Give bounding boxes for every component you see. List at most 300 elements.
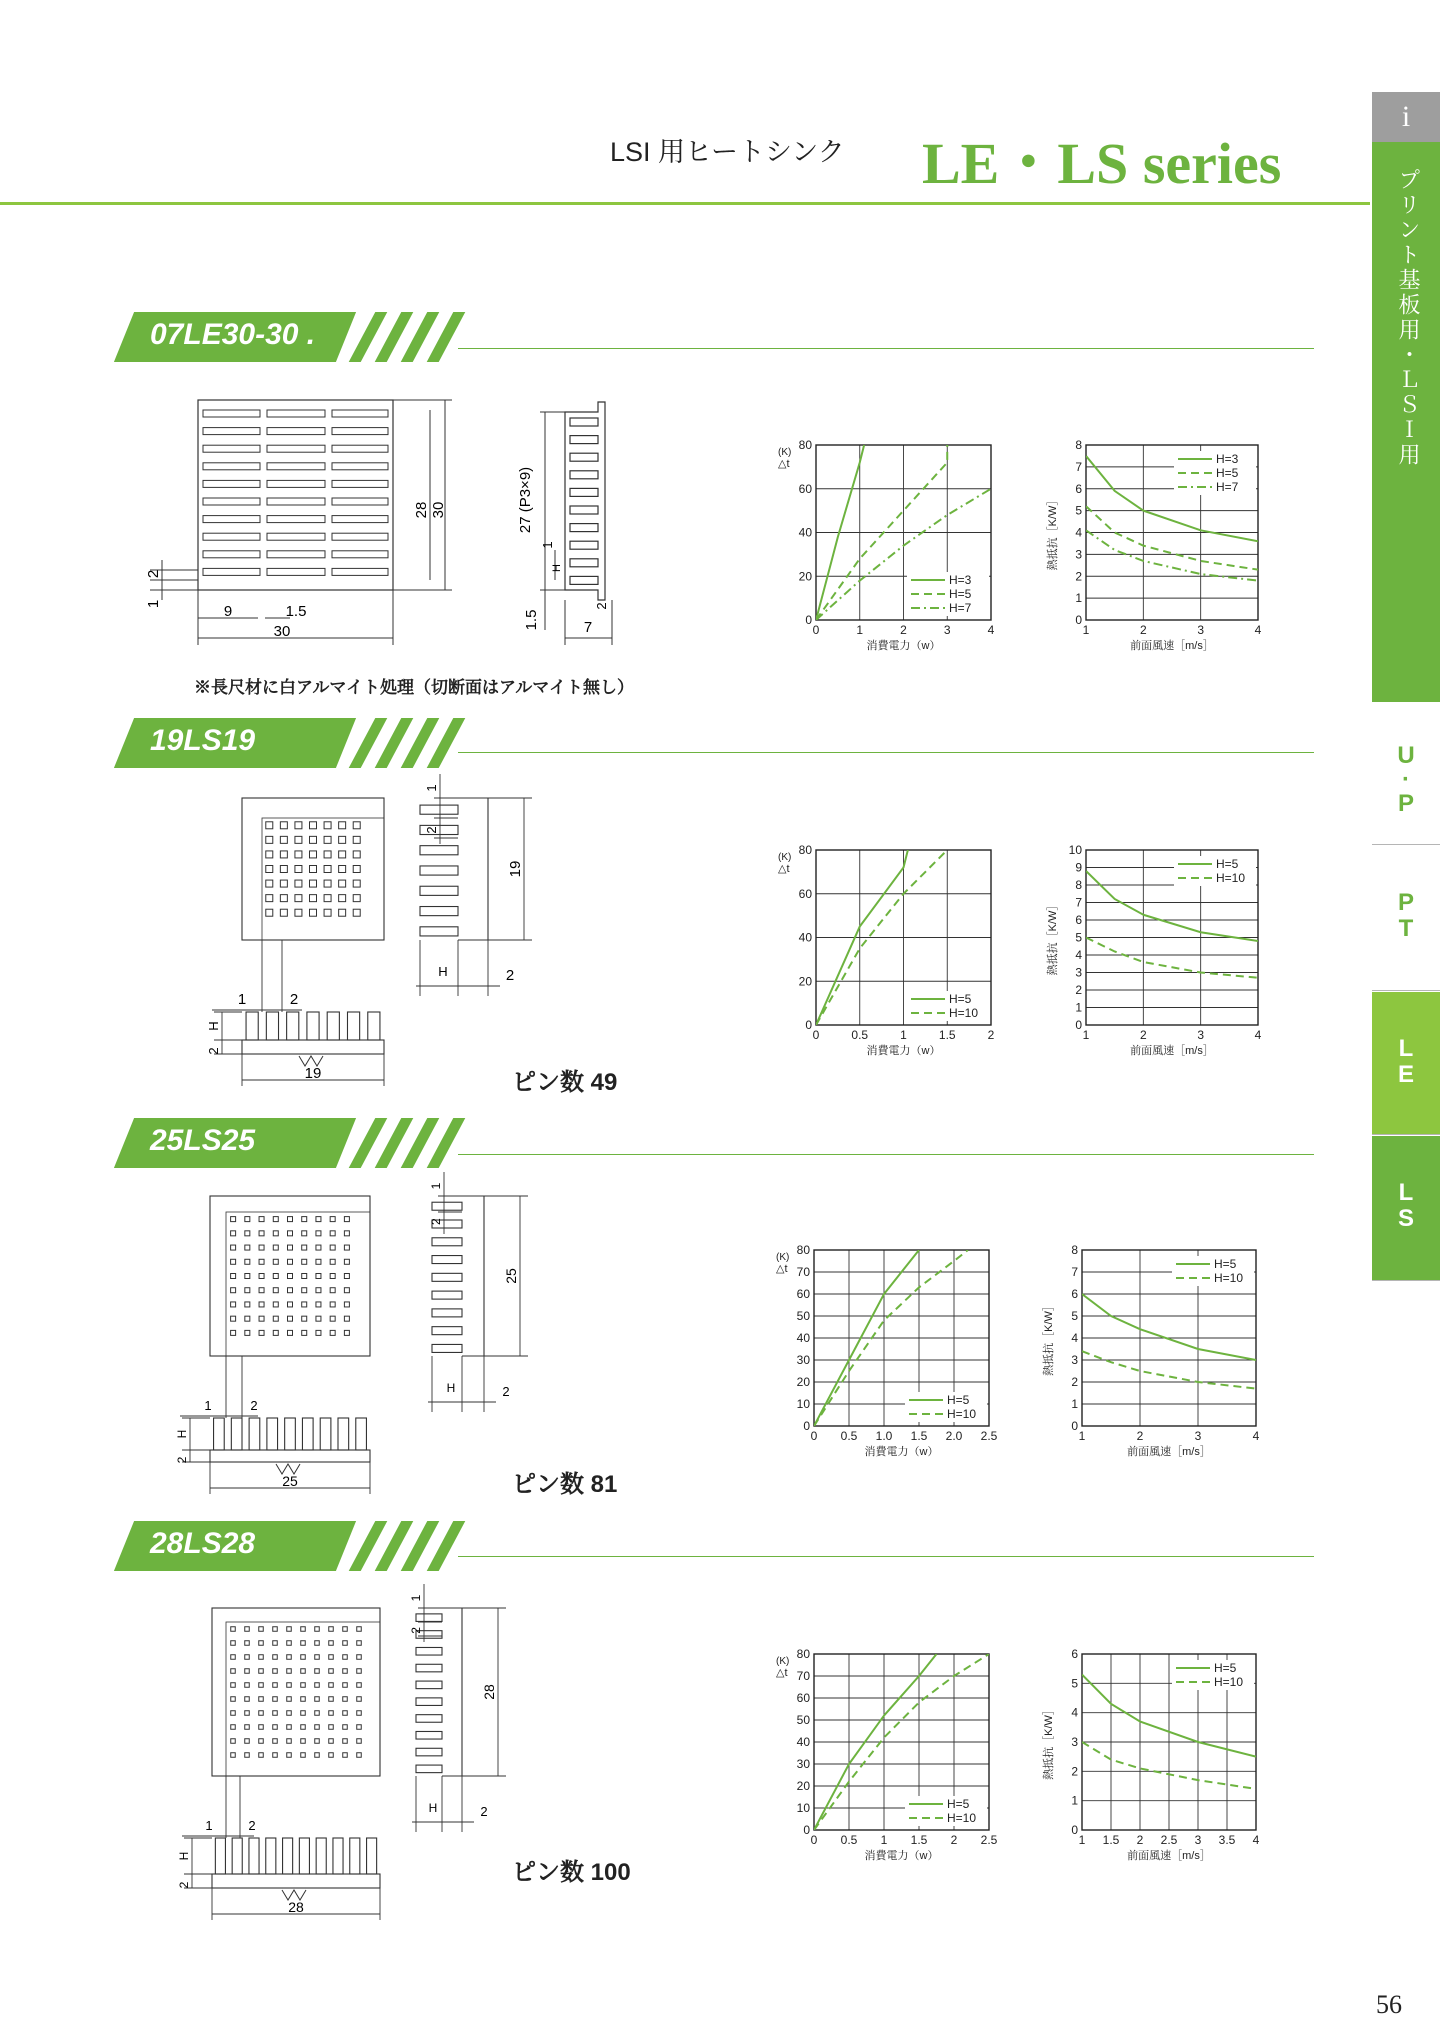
y-tick-label: 0 <box>805 1018 812 1032</box>
front-pin <box>327 1012 339 1040</box>
pin-count-2: ピン数 49 <box>512 1069 618 1096</box>
pin <box>287 1711 292 1716</box>
pin <box>288 1231 293 1236</box>
pin <box>343 1697 348 1702</box>
section-model-1: 07LE30-30 . <box>150 318 316 351</box>
side-fin <box>420 907 458 916</box>
pin <box>273 1316 278 1321</box>
pin <box>287 1627 292 1632</box>
pin <box>259 1641 264 1646</box>
pin <box>273 1627 278 1632</box>
pin <box>343 1641 348 1646</box>
y-axis-label: △t <box>778 458 790 470</box>
pin <box>324 909 331 916</box>
pin <box>280 880 287 887</box>
x-tick-label: 0 <box>812 1028 820 1042</box>
chart-c3b <box>1041 1243 1260 1458</box>
slot <box>332 480 388 487</box>
pin <box>343 1711 348 1716</box>
pin <box>259 1753 264 1758</box>
top-view-inner <box>226 1212 370 1356</box>
header-rule <box>0 202 1370 205</box>
y-tick-label: 80 <box>796 1243 810 1257</box>
x-axis-label: 前面風速［m/s］ <box>1130 1045 1214 1057</box>
pin <box>310 880 317 887</box>
slot <box>267 463 325 470</box>
y-tick-label: 20 <box>796 1375 810 1389</box>
y-tick-label: 2 <box>1071 1764 1078 1779</box>
x-tick-label: 2 <box>950 1833 958 1847</box>
pin <box>287 1669 292 1674</box>
pin <box>266 851 273 858</box>
pin <box>245 1627 250 1632</box>
pin <box>280 866 287 873</box>
x-tick-label: 2 <box>1139 1028 1147 1042</box>
pin <box>330 1245 335 1250</box>
section-model-2: 19LS19 <box>150 724 256 757</box>
y-tick-label: 5 <box>1075 930 1082 945</box>
pin <box>231 1641 236 1646</box>
front-pin <box>267 1418 278 1450</box>
dim-front-h2: 30 <box>430 501 447 519</box>
pin <box>273 1330 278 1335</box>
front-pin <box>333 1838 343 1874</box>
side-fin <box>432 1327 462 1335</box>
page-number: 56 <box>1376 1990 1402 2019</box>
legend-label: H=5 <box>949 992 972 1006</box>
slot <box>203 516 260 523</box>
pin <box>339 895 346 902</box>
y-tick-label: 20 <box>798 569 812 584</box>
dim-25-c: 1 <box>204 1398 212 1413</box>
pin <box>245 1697 250 1702</box>
side-fin <box>416 1748 442 1756</box>
x-tick-label: 0.5 <box>840 1429 858 1443</box>
dim-front-gap: 1.5 <box>285 603 307 620</box>
y-tick-label: 8 <box>1075 438 1082 452</box>
chart-c4a <box>776 1647 998 1862</box>
pin <box>343 1669 348 1674</box>
legend-label: H=7 <box>949 601 972 615</box>
pin <box>245 1231 250 1236</box>
pin <box>324 895 331 902</box>
legend-label: H=5 <box>949 587 972 601</box>
dim-19-c: 1 <box>237 991 247 1008</box>
x-tick-label: 2 <box>1136 1429 1144 1443</box>
chart-c3a <box>776 1243 998 1458</box>
top-view-outline <box>212 1608 380 1776</box>
pin <box>287 1753 292 1758</box>
x-tick-label: 3.5 <box>1218 1833 1236 1847</box>
pin <box>273 1669 278 1674</box>
x-tick-label: 0 <box>810 1429 818 1443</box>
side-fin <box>416 1698 442 1706</box>
pin <box>310 895 317 902</box>
pin <box>245 1641 250 1646</box>
pin <box>259 1739 264 1744</box>
y-tick-label: 70 <box>796 1669 810 1683</box>
pin <box>339 836 346 843</box>
slot <box>267 410 325 417</box>
pin <box>231 1259 236 1264</box>
pin <box>231 1316 236 1321</box>
y-tick-label: 1 <box>1071 1793 1078 1808</box>
front-pin <box>368 1012 380 1040</box>
pin <box>259 1683 264 1688</box>
slot <box>267 516 325 523</box>
pin <box>344 1288 349 1293</box>
x-axis-label: 消費電力（w） <box>866 1045 941 1057</box>
y-tick-label: 6 <box>1071 1647 1078 1661</box>
pin <box>357 1627 362 1632</box>
y-axis-label: △t <box>776 1667 788 1679</box>
x-axis-label: 消費電力（w） <box>864 1446 939 1458</box>
pin <box>344 1217 349 1222</box>
y-tick-label: 3 <box>1075 965 1082 980</box>
y-tick-label: 30 <box>796 1353 810 1367</box>
x-tick-label: 1.5 <box>938 1028 956 1042</box>
y-tick-label: 60 <box>798 481 812 496</box>
dim-side-top: 2 <box>594 602 609 610</box>
pin <box>316 1274 321 1279</box>
y-tick-label: 0 <box>805 613 812 627</box>
pin <box>259 1711 264 1716</box>
slot <box>332 428 388 435</box>
slot <box>267 480 325 487</box>
pin <box>329 1711 334 1716</box>
pin <box>288 1245 293 1250</box>
pin <box>231 1274 236 1279</box>
pin <box>310 851 317 858</box>
x-tick-label: 2 <box>1139 623 1147 637</box>
pin <box>245 1683 250 1688</box>
y-axis-label: △t <box>776 1263 788 1275</box>
dim-side-hl: H <box>551 564 563 572</box>
y-tick-label: 60 <box>798 886 812 901</box>
x-tick-label: 1 <box>1078 1429 1086 1443</box>
front-pin <box>214 1418 225 1450</box>
pin <box>231 1697 236 1702</box>
x-axis-label: 消費電力（w） <box>866 640 941 652</box>
x-tick-label: 3 <box>1197 623 1205 637</box>
pin <box>316 1330 321 1335</box>
dim-front-pitch: 9 <box>223 603 233 620</box>
dim-side-h: 27 (P3×9) <box>517 466 534 534</box>
header-subtitle: LSI 用ヒートシンク <box>610 137 845 167</box>
pin <box>259 1697 264 1702</box>
y-tick-label: 10 <box>1068 843 1082 857</box>
pin <box>357 1655 362 1660</box>
dim-19-h: H <box>206 1021 221 1031</box>
side-fin <box>416 1765 442 1773</box>
top-view-outline <box>242 798 384 940</box>
pin <box>329 1627 334 1632</box>
tab-up[interactable] <box>1372 704 1440 845</box>
y-axis-label: 熱抵抗［K/W］ <box>1047 899 1059 976</box>
front-pin <box>283 1838 293 1874</box>
anodize-note: ※長尺材に白アルマイト処理（切断面はアルマイト無し） <box>194 678 634 697</box>
series-line-0 <box>1082 1294 1256 1360</box>
y-axis-label: 熱抵抗［K/W］ <box>1043 1300 1055 1376</box>
pin <box>280 822 287 829</box>
pin <box>295 880 302 887</box>
slot <box>332 568 388 575</box>
pin <box>353 880 360 887</box>
y-tick-label: 50 <box>796 1713 810 1727</box>
pin <box>245 1288 250 1293</box>
pin <box>231 1288 236 1293</box>
pin <box>295 866 302 873</box>
pin <box>310 836 317 843</box>
pin <box>329 1725 334 1730</box>
chart-c4b <box>1041 1647 1260 1862</box>
index-tab[interactable]: i <box>1372 92 1440 142</box>
y-tick-label: 3 <box>1071 1735 1078 1749</box>
dim-28-c: 1 <box>205 1818 213 1833</box>
pin <box>343 1683 348 1688</box>
side-view-base <box>458 798 488 940</box>
pin <box>316 1288 321 1293</box>
side-fin <box>432 1344 462 1352</box>
pin <box>259 1274 264 1279</box>
y-tick-label: 4 <box>1075 525 1082 540</box>
pin <box>259 1259 264 1264</box>
slot <box>267 551 325 558</box>
pin <box>302 1330 307 1335</box>
pin <box>280 851 287 858</box>
legend-label: H=5 <box>1216 466 1239 480</box>
slot <box>203 445 260 452</box>
y-axis-label: 熱抵抗［K/W］ <box>1047 494 1059 571</box>
pin <box>259 1217 264 1222</box>
side-fin <box>432 1291 462 1299</box>
pin <box>344 1316 349 1321</box>
fin-slot <box>570 436 598 444</box>
y-tick-label: 3 <box>1075 547 1082 562</box>
pin <box>231 1217 236 1222</box>
pin <box>301 1683 306 1688</box>
pin <box>316 1259 321 1264</box>
dim-side-w: 7 <box>583 619 593 636</box>
dim-front-w: 30 <box>273 623 291 640</box>
side-fin <box>416 1614 442 1622</box>
pin <box>231 1245 236 1250</box>
front-pin <box>246 1012 258 1040</box>
pin <box>280 909 287 916</box>
side-fin <box>432 1202 462 1210</box>
side-profile <box>565 402 605 600</box>
pin <box>343 1725 348 1730</box>
dim-25-d: 2 <box>250 1398 258 1413</box>
legend-label: H=7 <box>1216 480 1239 494</box>
y-tick-label: 1 <box>1071 1397 1078 1411</box>
pin <box>329 1655 334 1660</box>
pin <box>315 1683 320 1688</box>
slot <box>267 568 325 575</box>
series-line-1 <box>1082 1351 1256 1388</box>
y-tick-label: 5 <box>1071 1309 1078 1323</box>
dim-19-b: 2 <box>424 826 439 834</box>
pin <box>266 880 273 887</box>
side-fin <box>416 1664 442 1672</box>
front-pin <box>249 1418 260 1450</box>
x-tick-label: 2.5 <box>980 1833 998 1847</box>
x-tick-label: 3 <box>1197 1028 1205 1042</box>
y-tick-label: 2 <box>1075 569 1082 584</box>
x-tick-label: 1 <box>856 623 864 637</box>
pin <box>273 1288 278 1293</box>
slot <box>203 533 260 540</box>
y-tick-label: 3 <box>1071 1353 1078 1367</box>
slot <box>332 516 388 523</box>
pin <box>353 895 360 902</box>
dim-28-b: 2 <box>409 1627 423 1634</box>
dim-28-side-w: 2 <box>480 1804 488 1819</box>
pin <box>259 1288 264 1293</box>
y-tick-label: 70 <box>796 1265 810 1279</box>
pin <box>231 1725 236 1730</box>
pin <box>315 1655 320 1660</box>
pin <box>231 1231 236 1236</box>
y-tick-label: 50 <box>796 1309 810 1323</box>
front-pin <box>302 1418 313 1450</box>
pin <box>357 1669 362 1674</box>
pin <box>344 1274 349 1279</box>
tab-le[interactable] <box>1372 992 1440 1135</box>
y-tick-label: 0 <box>1071 1823 1078 1837</box>
chart-c2a <box>778 843 995 1057</box>
pin <box>315 1697 320 1702</box>
legend-label: H=10 <box>1214 1675 1244 1689</box>
side-fin <box>432 1256 462 1264</box>
pin <box>245 1245 250 1250</box>
y-tick-label: 0 <box>803 1419 810 1433</box>
y-tick-label: 4 <box>1071 1331 1078 1345</box>
y-tick-label: 6 <box>1071 1287 1078 1301</box>
front-pin <box>347 1012 359 1040</box>
y-tick-label: 1 <box>1075 1000 1082 1015</box>
side-fin <box>416 1731 442 1739</box>
pin <box>231 1302 236 1307</box>
pin <box>330 1259 335 1264</box>
x-tick-label: 2 <box>900 623 907 637</box>
pin <box>302 1231 307 1236</box>
dim-28-base: 2 <box>177 1881 191 1889</box>
pin <box>329 1697 334 1702</box>
slot <box>203 498 260 505</box>
pin <box>316 1231 321 1236</box>
pin <box>302 1316 307 1321</box>
y-tick-label: 5 <box>1075 503 1082 518</box>
pin <box>259 1231 264 1236</box>
pin <box>344 1245 349 1250</box>
dim-25-h: H <box>175 1429 189 1439</box>
y-tick-label: 0 <box>1075 1018 1082 1032</box>
pin <box>316 1302 321 1307</box>
pin <box>343 1627 348 1632</box>
pin <box>295 851 302 858</box>
pin <box>259 1330 264 1335</box>
pin <box>301 1627 306 1632</box>
y-tick-label: 6 <box>1075 481 1082 496</box>
dim-25-side-hl: H <box>446 1381 456 1395</box>
pin <box>301 1711 306 1716</box>
pin <box>324 880 331 887</box>
pin <box>259 1302 264 1307</box>
pin <box>288 1217 293 1222</box>
dim-25-side-h: 25 <box>503 1268 519 1284</box>
front-pin <box>338 1418 349 1450</box>
y-tick-label: 5 <box>1071 1676 1078 1691</box>
pin <box>329 1753 334 1758</box>
pin <box>245 1725 250 1730</box>
y-axis-label: △t <box>778 863 790 875</box>
pin <box>266 866 273 873</box>
pin <box>295 909 302 916</box>
legend-label: H=10 <box>1216 871 1246 885</box>
front-view-base <box>242 1040 384 1054</box>
slot <box>267 428 325 435</box>
pin <box>339 822 346 829</box>
x-tick-label: 0.5 <box>851 1028 869 1042</box>
tab-ls[interactable] <box>1372 1136 1440 1281</box>
pin <box>301 1725 306 1730</box>
dim-28-h: H <box>177 1851 191 1861</box>
y-tick-label: 9 <box>1075 860 1082 875</box>
pin <box>245 1669 250 1674</box>
pin <box>231 1669 236 1674</box>
pin <box>302 1217 307 1222</box>
x-tick-label: 2.5 <box>1160 1833 1178 1847</box>
pin <box>357 1697 362 1702</box>
pin <box>259 1627 264 1632</box>
pin <box>288 1288 293 1293</box>
x-axis-label: 消費電力（w） <box>864 1850 939 1862</box>
pin <box>295 822 302 829</box>
pin <box>273 1655 278 1660</box>
y-tick-label: 0 <box>1071 1419 1078 1433</box>
chart-c1a <box>778 438 995 652</box>
dim-19-a: 1 <box>424 784 439 792</box>
pin <box>245 1753 250 1758</box>
legend-label: H=3 <box>1216 452 1239 466</box>
pin <box>329 1683 334 1688</box>
y-tick-label: 40 <box>796 1331 810 1345</box>
tab-pt[interactable] <box>1372 846 1440 991</box>
y-tick-label: 8 <box>1071 1243 1078 1257</box>
pin <box>329 1641 334 1646</box>
pin <box>330 1231 335 1236</box>
slot <box>267 445 325 452</box>
pin <box>302 1245 307 1250</box>
side-fin <box>420 866 458 875</box>
pin <box>266 836 273 843</box>
side-fin <box>416 1715 442 1723</box>
pin <box>357 1641 362 1646</box>
slot <box>203 568 260 575</box>
y-tick-label: 2 <box>1075 983 1082 997</box>
pin <box>231 1627 236 1632</box>
fin-slot <box>570 453 598 461</box>
pin <box>245 1739 250 1744</box>
y-tick-label: 0 <box>1075 613 1082 627</box>
legend-label: H=5 <box>1216 857 1239 871</box>
dim-left-b: 1 <box>145 599 162 609</box>
x-tick-label: 1 <box>900 1028 907 1042</box>
y-tick-label: 8 <box>1075 878 1082 892</box>
pin <box>339 909 346 916</box>
pin <box>266 909 273 916</box>
